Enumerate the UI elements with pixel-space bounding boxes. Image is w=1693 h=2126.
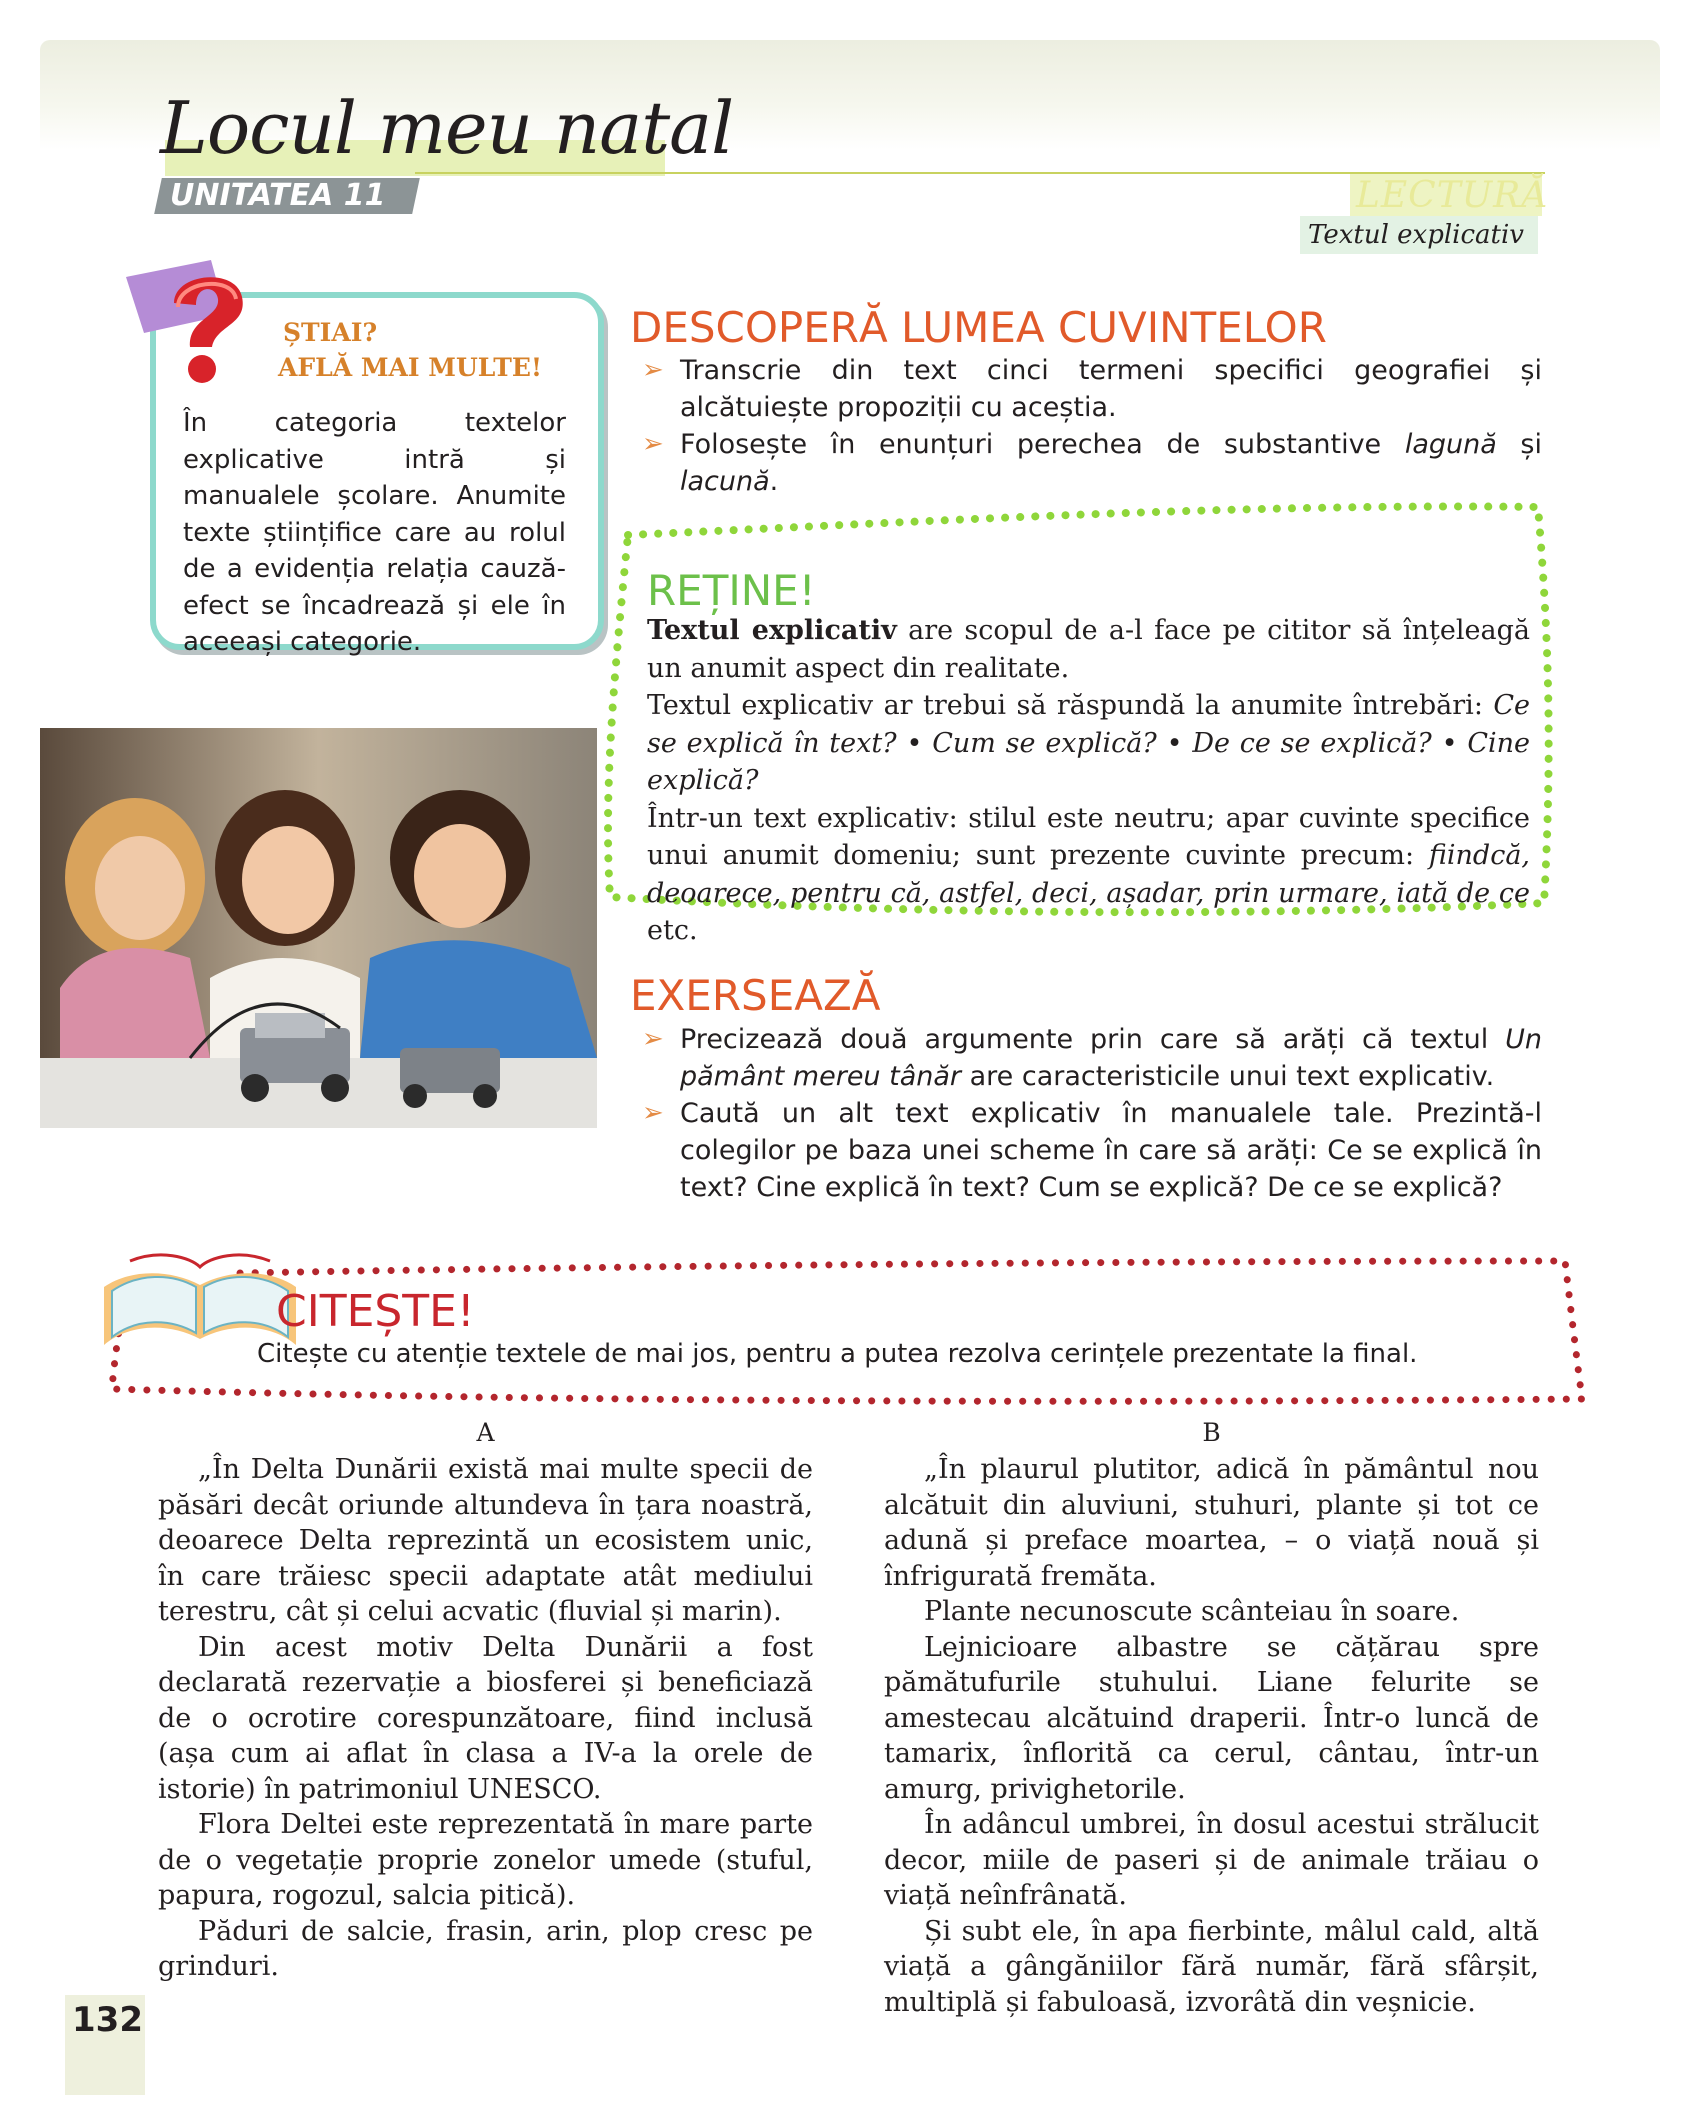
citeste-instructions: Citește cu atenție textele de mai jos, pentru a putea rezolva cerințele prezentate la final. [257,1339,1418,1369]
text-a-paragraph-4: Păduri de salcie, frasin, arin, plop cresc pe grinduri. [158,1915,813,1982]
exerseaza-heading: EXERSEAZĂ [630,971,881,1020]
retine-text [647,612,1530,950]
word-laguna: lagună [1404,429,1497,460]
text-a [158,1452,813,1985]
list-item [640,1095,1542,1206]
text-a-paragraph-2: Din acest motiv Delta Dunării a fost declarată rezervație a biosferei și beneficiază de o ocrotire corespunzătoare, fiind inclusă (așa cum ai aflat în clasa a IV-a la orele de istorie) în patrimoniul UNESCO. [158,1631,813,1805]
text-b-paragraph-5: Și subt ele, în apa fierbinte, mâlul cald, altă viață a gângăniilor fără număr, fără sfârșit, multiplă și fabuloasă, izvorâtă din veșnicie. [884,1915,1539,2018]
section-label: LECTURĂ [1356,175,1549,216]
text-b [884,1452,1539,2020]
retine-features-end: etc. [647,915,698,946]
text-a-label: A [476,1418,495,1447]
retine-definition: are scopul de a-l face pe cititor să înțeleagă un anumit aspect din realitate. [647,615,1530,684]
retine-features: Într-un text explicativ: stilul este neutru; apar cuvinte specifice unui anumit domeniu; sunt prezente cuvinte precum: [647,802,1530,871]
stiai-text: În categoria textelor explicative intră și manualele școlare. Anumite texte științifice care au rolul de a evidenția relația cauză-efect se încadrează și ele în aceeași categorie. [183,408,566,657]
retine-connectors: fiindcă, deoarece, pentru că, astfel, deci, așadar, prin urmare, iată de ce [647,840,1530,909]
exerseaza-list [640,1021,1542,1206]
retine-term: Textul explicativ [647,615,897,646]
arrow-bullet-icon: ➢ [642,429,664,459]
arrow-bullet-icon: ➢ [642,1098,664,1128]
text-b-label: B [1202,1418,1221,1447]
descopera-list [640,352,1542,500]
descopera-heading: DESCOPERĂ LUMEA CUVINTELOR [630,303,1327,352]
open-book-icon [104,1255,296,1345]
unit-label: UNITATEA 11 [170,178,386,213]
retine-questions: Ce se explică în text? • Cum se explică? • De ce se explică? • Cine explică? [647,690,1530,796]
descopera-bullet-1: Transcrie din text cinci termeni specifici geografiei și alcătuiește propoziții cu aceștia. [680,355,1542,423]
descopera-bullet-2-mid: și [1496,429,1542,460]
text-a-paragraph-1: „În Delta Dunării există mai multe specii de păsări decât oriunde altundeva în țara noastră, deoarece Delta reprezintă un ecosistem unic, în care trăiesc specii adaptate atât mediului terestru, cât și celui acvatic (fluvial și marin). [158,1454,813,1627]
descopera-bullet-2-before: Folosește în enunțuri perechea de substantive [680,429,1405,460]
text-b-paragraph-2: Plante necunoscute scânteiau în soare. [924,1596,1460,1627]
question-mark-icon [116,255,276,395]
list-item [640,352,1542,426]
text-b-paragraph-4: În adâncul umbrei, în dosul acestui strălucit decor, miile de paseri și de animale trăiau o viață neînfrânată. [884,1809,1539,1911]
retine-questions-intro: Textul explicativ ar trebui să răspundă la anumite întrebări: [647,690,1494,721]
retine-heading: REȚINE! [647,566,816,615]
exerseaza-bullet-1-after: are caracteristicile unui text explicativ. [961,1061,1495,1092]
exerseaza-bullet-1-before: Precizează două argumente prin care să arăți că textul [680,1024,1506,1055]
text-b-paragraph-3: Lejnicioare albastre se cățărau spre pămătufurile stuhului. Liane felurite se amestecau alcătuind draperii. Într-o luncă de tamarix, înflorită ca cerul, cântau, într-un amurg, privighetorile. [884,1631,1539,1805]
children-robotics-photo [40,728,597,1128]
stiai-heading-line2: AFLĂ MAI MULTE! [278,353,542,382]
stiai-heading-line1: ȘTIAI? [283,318,378,347]
text-b-paragraph-1: „În plaurul plutitor, adică în pământul nou alcătuit din aluviuni, stuhuri, plante și tot ce adună și preface moartea, – o viață nouă și înfrigurată fremăta. [884,1454,1539,1592]
page-number: 132 [72,2000,143,2040]
arrow-bullet-icon: ➢ [642,355,664,385]
arrow-bullet-icon: ➢ [642,1024,664,1054]
page-subtitle: Textul explicativ [1308,220,1524,250]
list-item [640,1021,1542,1095]
exerseaza-text-title: Un pământ mereu tânăr [680,1024,1542,1092]
text-a-paragraph-3: Flora Deltei este reprezentată în mare parte de o vegetație proprie zonelor umede (stuful, papura, rogozul, salcia pitică). [158,1809,813,1911]
word-lacuna: lacună [680,466,770,497]
descopera-bullet-2-end: . [769,466,779,497]
citeste-heading: CITEȘTE! [276,1286,475,1337]
exerseaza-bullet-2: Caută un alt text explicativ în manualele tale. Prezintă-l colegilor pe baza unei scheme în care să arăți: Ce se explică în text? Cine explică în text? Cum se explică? De ce se explică? [680,1098,1542,1203]
list-item [640,426,1542,500]
page-title: Locul meu natal [160,86,734,170]
